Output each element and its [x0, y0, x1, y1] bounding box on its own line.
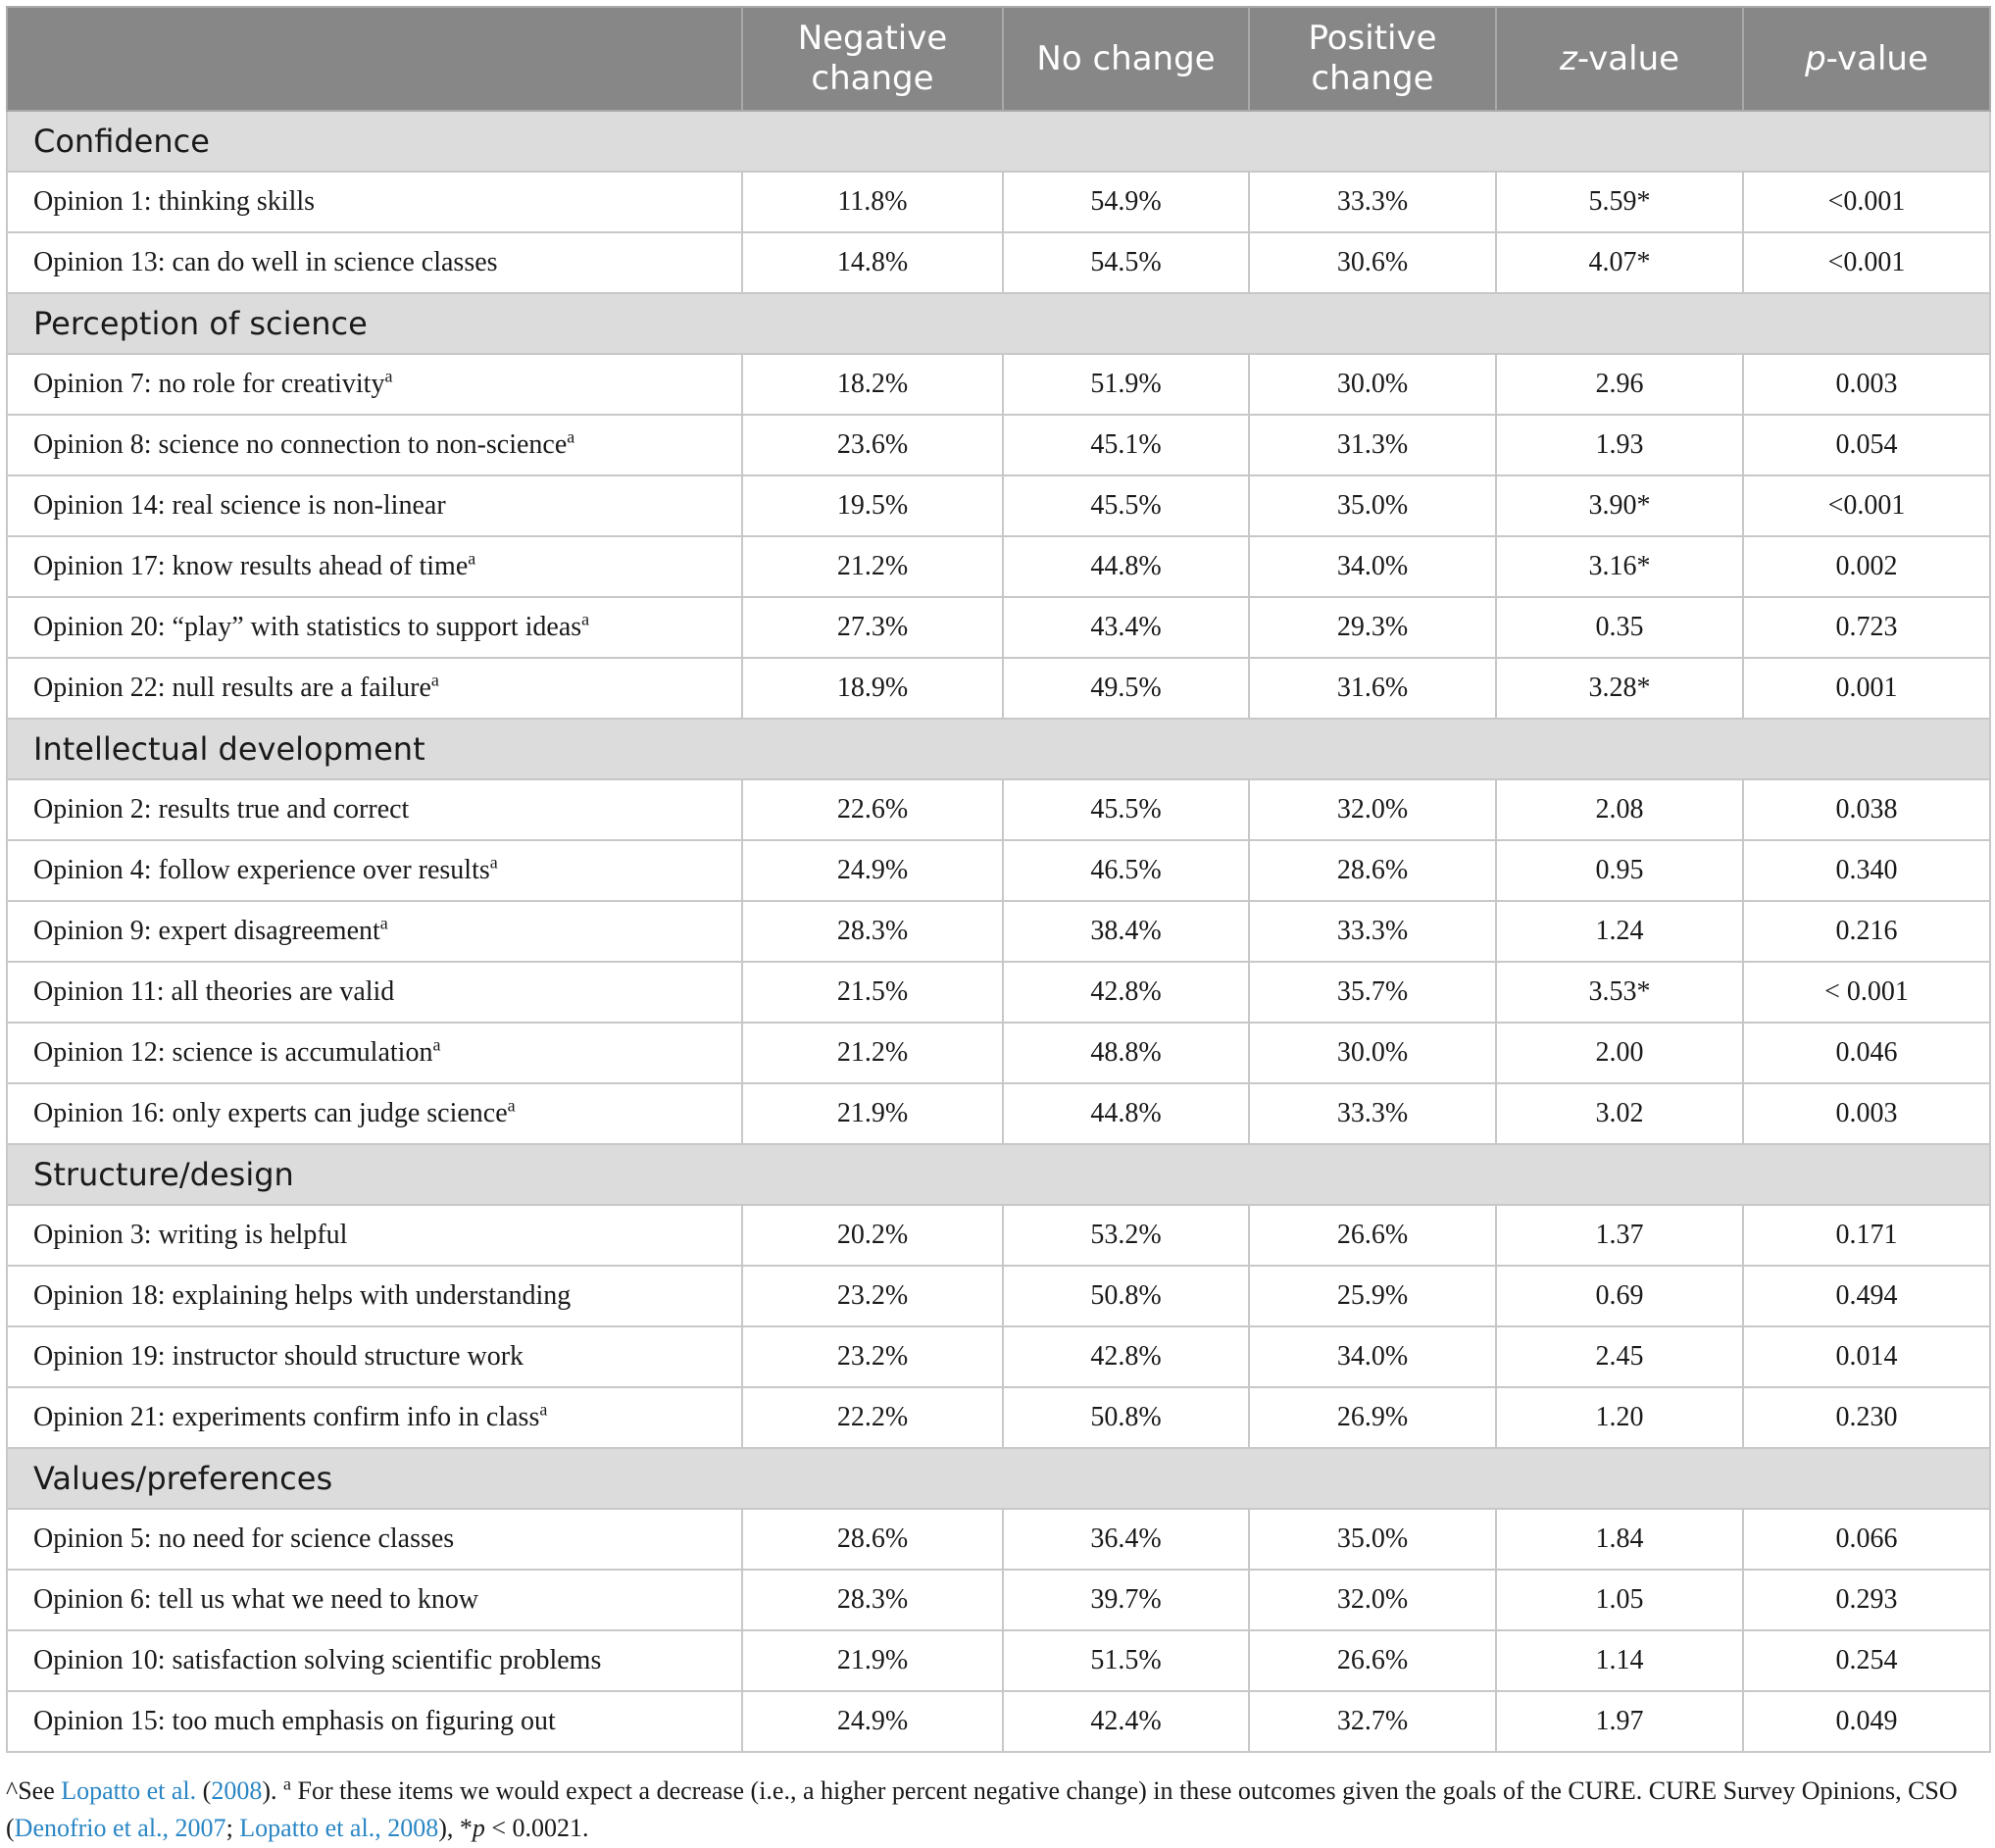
row-label-cell: [7, 232, 742, 293]
row-label-cell: [7, 1570, 742, 1630]
p-value-cell: 0.171: [1743, 1205, 1990, 1266]
p-value-cell: 0.723: [1743, 597, 1990, 658]
row-label-cell: [7, 1509, 742, 1570]
negative-change-cell: 21.9%: [742, 1083, 1003, 1144]
header-positive-change: Positive change: [1249, 7, 1496, 111]
negative-change-cell: 23.6%: [742, 415, 1003, 475]
table-row: [7, 1326, 1990, 1387]
p-value-cell: 0.002: [1743, 536, 1990, 597]
no-change-cell: 44.8%: [1003, 536, 1249, 597]
footnote-superscript-a: a: [283, 1773, 291, 1794]
header-blank: [7, 7, 742, 111]
row-label-superscript: a: [384, 366, 393, 386]
row-label-cell: [7, 1630, 742, 1691]
negative-change-cell: 19.5%: [742, 475, 1003, 536]
footnote-part1: ^See: [6, 1776, 62, 1805]
negative-change-cell: 28.6%: [742, 1509, 1003, 1570]
row-label: Opinion 17: know results ahead of time: [33, 551, 469, 581]
p-value-cell: 0.003: [1743, 1083, 1990, 1144]
positive-change-cell: 32.0%: [1249, 1570, 1496, 1630]
row-label-cell: [7, 1083, 742, 1144]
table-row: [7, 779, 1990, 840]
section-title: Values/preferences: [7, 1448, 1990, 1509]
negative-change-cell: 21.9%: [742, 1630, 1003, 1691]
header-p-italic: p: [1805, 38, 1826, 78]
table-row: [7, 597, 1990, 658]
negative-change-cell: 22.2%: [742, 1387, 1003, 1448]
row-label: Opinion 11: all theories are valid: [33, 976, 395, 1007]
row-label-cell: [7, 536, 742, 597]
negative-change-cell: 22.6%: [742, 779, 1003, 840]
row-label-cell: [7, 475, 742, 536]
footnote-part5: ;: [225, 1814, 240, 1842]
z-value-cell: 1.24: [1496, 901, 1743, 962]
negative-change-cell: 28.3%: [742, 901, 1003, 962]
negative-change-cell: 27.3%: [742, 597, 1003, 658]
no-change-cell: 48.8%: [1003, 1023, 1249, 1083]
table-header-row: [7, 7, 1990, 111]
section-title: Confidence: [7, 111, 1990, 172]
positive-change-cell: 34.0%: [1249, 1326, 1496, 1387]
positive-change-cell: 33.3%: [1249, 901, 1496, 962]
z-value-cell: 0.95: [1496, 840, 1743, 901]
no-change-cell: 45.5%: [1003, 475, 1249, 536]
row-label: Opinion 21: experiments confirm info in class: [33, 1402, 540, 1432]
row-label-superscript: a: [489, 852, 498, 873]
no-change-cell: 50.8%: [1003, 1387, 1249, 1448]
positive-change-cell: 33.3%: [1249, 1083, 1496, 1144]
p-value-cell: <0.001: [1743, 232, 1990, 293]
table-row: [7, 536, 1990, 597]
negative-change-cell: 18.9%: [742, 658, 1003, 719]
positive-change-cell: 29.3%: [1249, 597, 1496, 658]
row-label-cell: [7, 1326, 742, 1387]
no-change-cell: 53.2%: [1003, 1205, 1249, 1266]
no-change-cell: 42.8%: [1003, 962, 1249, 1023]
p-value-cell: 0.049: [1743, 1691, 1990, 1752]
table-row: [7, 1570, 1990, 1630]
positive-change-cell: 31.3%: [1249, 415, 1496, 475]
row-label: Opinion 19: instructor should structure work: [33, 1341, 524, 1372]
row-label: Opinion 8: science no connection to non-science: [33, 429, 568, 460]
table-row: [7, 1266, 1990, 1326]
z-value-cell: 4.07*: [1496, 232, 1743, 293]
positive-change-cell: 30.0%: [1249, 354, 1496, 415]
negative-change-cell: 21.5%: [742, 962, 1003, 1023]
row-label-cell: [7, 597, 742, 658]
p-value-cell: 0.001: [1743, 658, 1990, 719]
p-value-cell: <0.001: [1743, 172, 1990, 232]
row-label: Opinion 7: no role for creativity: [33, 369, 385, 399]
row-label-cell: [7, 1691, 742, 1752]
footnote-part6: ), *: [438, 1814, 473, 1842]
row-label: Opinion 15: too much emphasis on figuring out: [33, 1706, 556, 1736]
p-value-cell: 0.003: [1743, 354, 1990, 415]
negative-change-cell: 23.2%: [742, 1266, 1003, 1326]
z-value-cell: 3.02: [1496, 1083, 1743, 1144]
p-value-cell: <0.001: [1743, 475, 1990, 536]
no-change-cell: 45.1%: [1003, 415, 1249, 475]
row-label: Opinion 9: expert disagreement: [33, 916, 380, 946]
header-z-italic: z: [1559, 38, 1577, 78]
row-label-cell: [7, 840, 742, 901]
section-title: Structure/design: [7, 1144, 1990, 1205]
row-label-cell: [7, 962, 742, 1023]
row-label-cell: [7, 1205, 742, 1266]
row-label: Opinion 2: results true and correct: [33, 794, 410, 824]
p-value-cell: 0.066: [1743, 1509, 1990, 1570]
row-label-superscript: a: [379, 913, 388, 933]
footnote-p-italic: p: [472, 1814, 485, 1842]
positive-change-cell: 33.3%: [1249, 172, 1496, 232]
table-row: [7, 1509, 1990, 1570]
table-row: [7, 415, 1990, 475]
z-value-cell: 5.59*: [1496, 172, 1743, 232]
table-row: [7, 962, 1990, 1023]
table-row: [7, 1083, 1990, 1144]
p-value-cell: 0.216: [1743, 901, 1990, 962]
positive-change-cell: 32.7%: [1249, 1691, 1496, 1752]
table-row: [7, 232, 1990, 293]
row-label-superscript: a: [581, 609, 590, 629]
citation-link-lopatto-2008[interactable]: Lopatto et al., 2008: [239, 1814, 439, 1842]
survey-opinions-table: [6, 6, 1991, 1753]
negative-change-cell: 18.2%: [742, 354, 1003, 415]
negative-change-cell: 24.9%: [742, 840, 1003, 901]
no-change-cell: 38.4%: [1003, 901, 1249, 962]
z-value-cell: 3.53*: [1496, 962, 1743, 1023]
positive-change-cell: 35.0%: [1249, 1509, 1496, 1570]
header-z-rest: -value: [1576, 38, 1680, 78]
z-value-cell: 3.90*: [1496, 475, 1743, 536]
row-label: Opinion 6: tell us what we need to know: [33, 1584, 479, 1615]
table-row: [7, 658, 1990, 719]
no-change-cell: 42.4%: [1003, 1691, 1249, 1752]
z-value-cell: 1.93: [1496, 415, 1743, 475]
no-change-cell: 51.5%: [1003, 1630, 1249, 1691]
row-label-superscript: a: [430, 670, 439, 690]
no-change-cell: 42.8%: [1003, 1326, 1249, 1387]
footnote-part4: For these items we would expect a decrease (i.e., a higher percent negative change) in these outcomes given the goals of the CURE. CURE Survey Opinions, CSO (: [6, 1776, 1958, 1842]
p-value-cell: 0.230: [1743, 1387, 1990, 1448]
row-label-superscript: a: [468, 548, 476, 569]
negative-change-cell: 21.2%: [742, 1023, 1003, 1083]
row-label: Opinion 22: null results are a failure: [33, 673, 431, 703]
row-label: Opinion 13: can do well in science classes: [33, 247, 498, 277]
row-label-cell: [7, 1387, 742, 1448]
positive-change-cell: 30.0%: [1249, 1023, 1496, 1083]
p-value-cell: 0.054: [1743, 415, 1990, 475]
positive-change-cell: 35.7%: [1249, 962, 1496, 1023]
table-row: [7, 1630, 1990, 1691]
table-row: [7, 172, 1990, 232]
z-value-cell: 1.14: [1496, 1630, 1743, 1691]
p-value-cell: 0.293: [1743, 1570, 1990, 1630]
section-title: Perception of science: [7, 293, 1990, 354]
no-change-cell: 50.8%: [1003, 1266, 1249, 1326]
table-row: [7, 354, 1990, 415]
z-value-cell: 3.16*: [1496, 536, 1743, 597]
positive-change-cell: 32.0%: [1249, 779, 1496, 840]
row-label-cell: [7, 172, 742, 232]
citation-link-denofrio[interactable]: Denofrio et al., 2007: [14, 1814, 226, 1842]
footnote-part2: (: [196, 1776, 212, 1805]
table-row: [7, 840, 1990, 901]
footnote-part7: < 0.0021.: [484, 1814, 589, 1842]
row-label: Opinion 18: explaining helps with understanding: [33, 1280, 572, 1311]
z-value-cell: 0.35: [1496, 597, 1743, 658]
row-label-cell: [7, 1266, 742, 1326]
table-row: [7, 901, 1990, 962]
negative-change-cell: 11.8%: [742, 172, 1003, 232]
no-change-cell: 43.4%: [1003, 597, 1249, 658]
positive-change-cell: 31.6%: [1249, 658, 1496, 719]
row-label-cell: [7, 901, 742, 962]
header-z-value: [1496, 7, 1743, 111]
header-negative-change: Negative change: [742, 7, 1003, 111]
no-change-cell: 39.7%: [1003, 1570, 1249, 1630]
no-change-cell: 51.9%: [1003, 354, 1249, 415]
z-value-cell: 2.45: [1496, 1326, 1743, 1387]
row-label: Opinion 3: writing is helpful: [33, 1220, 348, 1250]
row-label: Opinion 20: “play” with statistics to support ideas: [33, 612, 582, 642]
header-p-rest: -value: [1825, 38, 1928, 78]
table-footnote: [6, 1773, 1990, 1847]
z-value-cell: 1.20: [1496, 1387, 1743, 1448]
header-no-change: No change: [1003, 7, 1249, 111]
row-label-superscript: a: [539, 1399, 548, 1420]
negative-change-cell: 20.2%: [742, 1205, 1003, 1266]
row-label-cell: [7, 1023, 742, 1083]
z-value-cell: 2.96: [1496, 354, 1743, 415]
p-value-cell: 0.340: [1743, 840, 1990, 901]
no-change-cell: 49.5%: [1003, 658, 1249, 719]
table-row: [7, 475, 1990, 536]
row-label-superscript: a: [507, 1095, 516, 1116]
no-change-cell: 44.8%: [1003, 1083, 1249, 1144]
section-row: [7, 1144, 1990, 1205]
z-value-cell: 1.37: [1496, 1205, 1743, 1266]
positive-change-cell: 25.9%: [1249, 1266, 1496, 1326]
row-label-cell: [7, 354, 742, 415]
z-value-cell: 2.00: [1496, 1023, 1743, 1083]
negative-change-cell: 28.3%: [742, 1570, 1003, 1630]
row-label: Opinion 1: thinking skills: [33, 186, 316, 217]
table-row: [7, 1205, 1990, 1266]
citation-link-lopatto[interactable]: Lopatto et al.: [61, 1776, 197, 1805]
p-value-cell: 0.046: [1743, 1023, 1990, 1083]
row-label: Opinion 5: no need for science classes: [33, 1523, 455, 1554]
negative-change-cell: 23.2%: [742, 1326, 1003, 1387]
section-row: [7, 719, 1990, 779]
p-value-cell: 0.038: [1743, 779, 1990, 840]
table-row: [7, 1023, 1990, 1083]
positive-change-cell: 28.6%: [1249, 840, 1496, 901]
table-body: [7, 111, 1990, 1752]
no-change-cell: 45.5%: [1003, 779, 1249, 840]
positive-change-cell: 26.9%: [1249, 1387, 1496, 1448]
negative-change-cell: 21.2%: [742, 536, 1003, 597]
row-label: Opinion 16: only experts can judge science: [33, 1098, 508, 1128]
no-change-cell: 36.4%: [1003, 1509, 1249, 1570]
section-title: Intellectual development: [7, 719, 1990, 779]
positive-change-cell: 26.6%: [1249, 1630, 1496, 1691]
z-value-cell: 0.69: [1496, 1266, 1743, 1326]
z-value-cell: 3.28*: [1496, 658, 1743, 719]
citation-link-2008[interactable]: 2008: [211, 1776, 263, 1805]
section-row: [7, 111, 1990, 172]
section-row: [7, 1448, 1990, 1509]
no-change-cell: 54.9%: [1003, 172, 1249, 232]
positive-change-cell: 30.6%: [1249, 232, 1496, 293]
row-label: Opinion 4: follow experience over results: [33, 855, 490, 885]
positive-change-cell: 26.6%: [1249, 1205, 1496, 1266]
row-label-superscript: a: [432, 1034, 441, 1055]
row-label: Opinion 14: real science is non-linear: [33, 490, 446, 521]
p-value-cell: 0.494: [1743, 1266, 1990, 1326]
z-value-cell: 1.05: [1496, 1570, 1743, 1630]
p-value-cell: 0.014: [1743, 1326, 1990, 1387]
row-label-superscript: a: [567, 426, 575, 447]
no-change-cell: 46.5%: [1003, 840, 1249, 901]
z-value-cell: 1.84: [1496, 1509, 1743, 1570]
section-row: [7, 293, 1990, 354]
header-p-value: [1743, 7, 1990, 111]
p-value-cell: < 0.001: [1743, 962, 1990, 1023]
row-label-cell: [7, 415, 742, 475]
positive-change-cell: 35.0%: [1249, 475, 1496, 536]
negative-change-cell: 24.9%: [742, 1691, 1003, 1752]
table-row: [7, 1691, 1990, 1752]
footnote-part3: ).: [262, 1776, 283, 1805]
p-value-cell: 0.254: [1743, 1630, 1990, 1691]
positive-change-cell: 34.0%: [1249, 536, 1496, 597]
row-label: Opinion 10: satisfaction solving scientific problems: [33, 1645, 602, 1675]
row-label-cell: [7, 779, 742, 840]
z-value-cell: 2.08: [1496, 779, 1743, 840]
no-change-cell: 54.5%: [1003, 232, 1249, 293]
row-label-cell: [7, 658, 742, 719]
table-row: [7, 1387, 1990, 1448]
negative-change-cell: 14.8%: [742, 232, 1003, 293]
z-value-cell: 1.97: [1496, 1691, 1743, 1752]
row-label: Opinion 12: science is accumulation: [33, 1037, 433, 1068]
